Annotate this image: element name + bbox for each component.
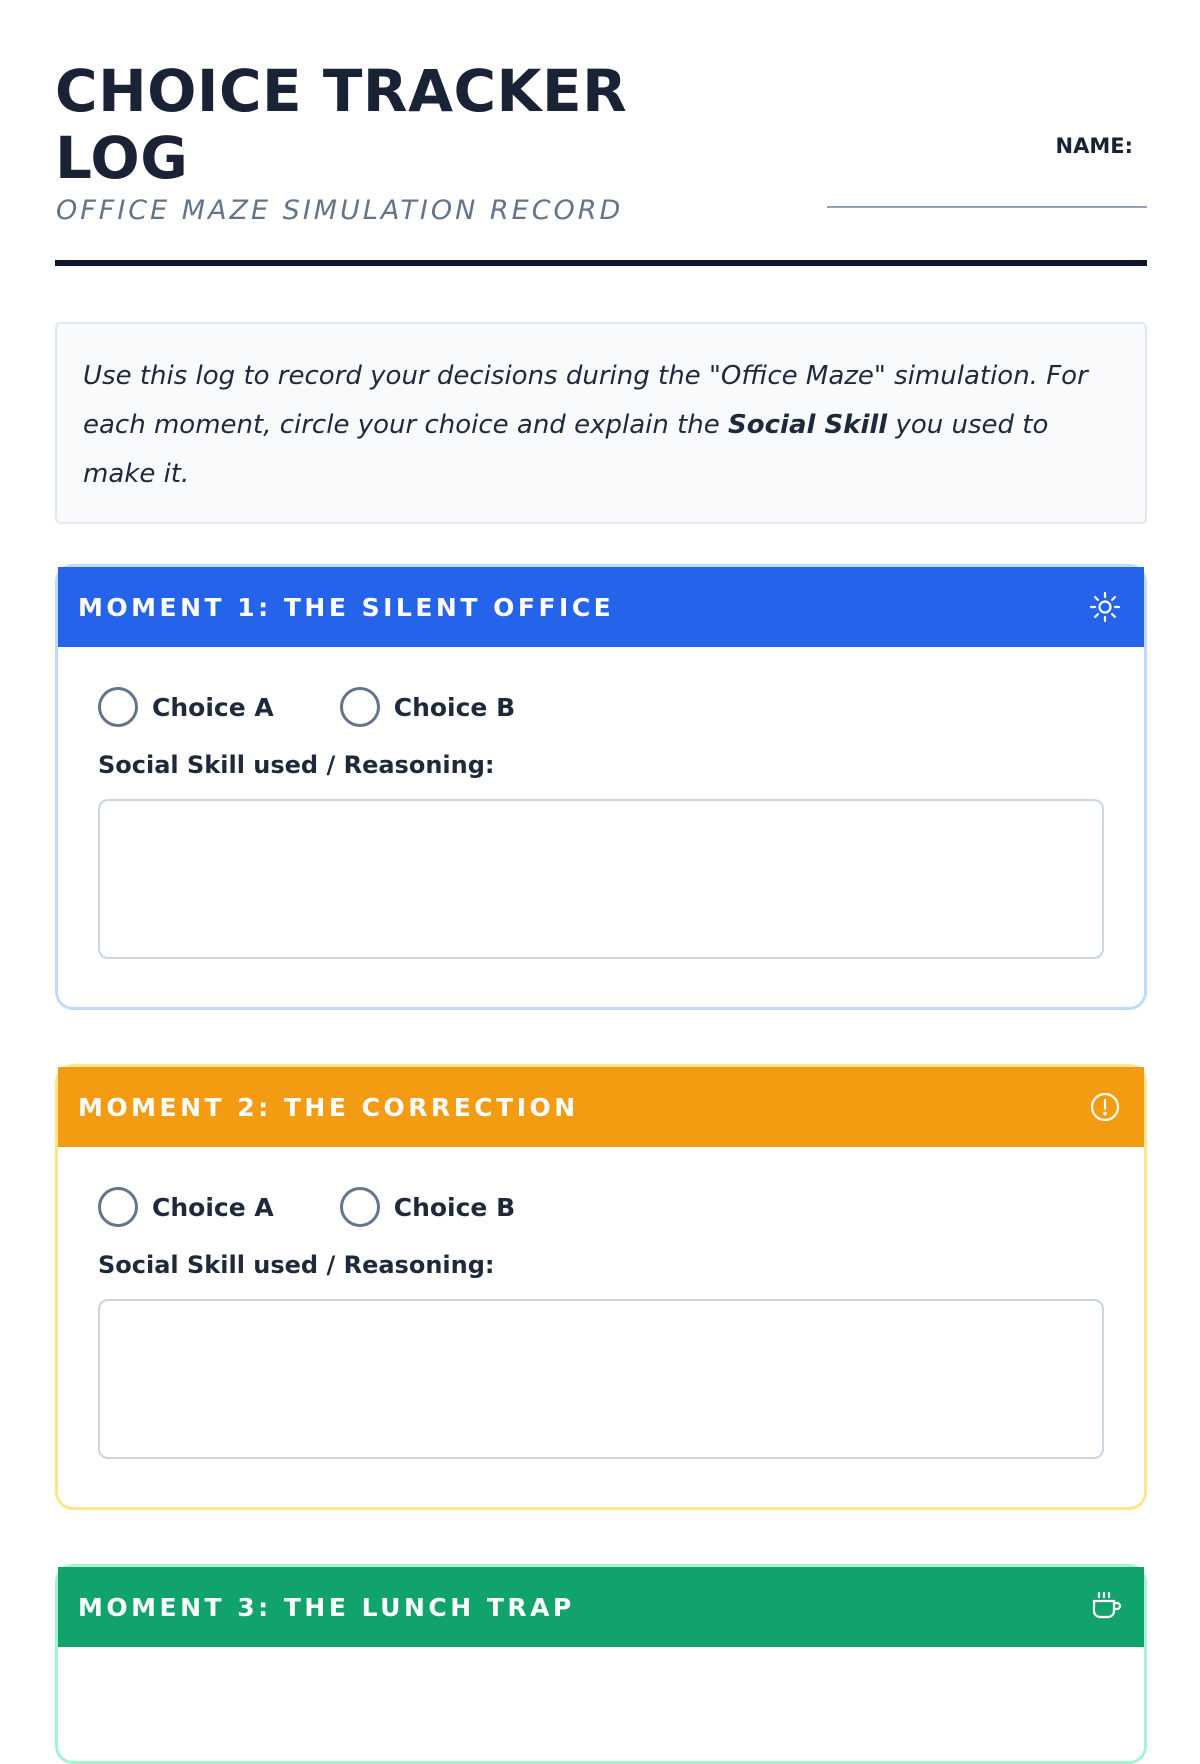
choice-a-radio[interactable] — [98, 687, 138, 727]
header-divider — [55, 260, 1147, 266]
cup-icon — [1088, 1590, 1122, 1624]
choice-b-radio[interactable] — [340, 687, 380, 727]
choice-a-label: Choice A — [152, 1192, 274, 1222]
moment-title: MOMENT 2: THE CORRECTION — [78, 1092, 579, 1122]
page-title: CHOICE TRACKER LOG — [55, 57, 628, 192]
choice-a-label: Choice A — [152, 692, 274, 722]
moment-card-3 — [55, 1564, 1147, 1764]
moment-card-2 — [55, 1064, 1147, 1510]
instructions-box — [55, 322, 1147, 524]
instructions-text — [83, 352, 1119, 499]
choice-b-option[interactable] — [340, 687, 515, 727]
choice-b-option[interactable] — [340, 1187, 515, 1227]
reasoning-label: Social Skill used / Reasoning: — [98, 1251, 495, 1279]
reasoning-input[interactable] — [98, 1299, 1104, 1459]
page-header — [55, 58, 1147, 268]
choice-a-option[interactable] — [98, 1187, 274, 1227]
choice-b-label: Choice B — [393, 692, 516, 722]
page-subtitle: OFFICE MAZE SIMULATION RECORD — [56, 195, 624, 226]
instructions-text-start: Use this log to record your decisions during the "Office Maze" simulation. For each moment, circle your choice and explain the — [83, 361, 1088, 440]
instructions-text-end: you used to make it. — [83, 410, 1049, 489]
reasoning-label: Social Skill used / Reasoning: — [98, 751, 495, 779]
choice-group — [98, 1185, 1104, 1229]
sun-icon — [1088, 590, 1122, 624]
instructions-emphasis: Social Skill — [728, 410, 888, 440]
choice-a-option[interactable] — [98, 687, 274, 727]
moment-body — [58, 1147, 1144, 1507]
choice-b-radio[interactable] — [340, 1187, 380, 1227]
reasoning-input[interactable] — [98, 799, 1104, 959]
moment-header — [58, 1567, 1144, 1647]
choice-a-radio[interactable] — [98, 1187, 138, 1227]
name-field-line[interactable] — [827, 206, 1147, 208]
moment-title: MOMENT 3: THE LUNCH TRAP — [78, 1592, 575, 1622]
moment-header — [58, 567, 1144, 647]
name-label: NAME: — [1055, 134, 1133, 158]
moment-header — [58, 1067, 1144, 1147]
moment-body — [58, 647, 1144, 1007]
moment-card-1 — [55, 564, 1147, 1010]
choice-b-label: Choice B — [393, 1192, 516, 1222]
choice-group — [98, 685, 1104, 729]
alert-circle-icon — [1088, 1090, 1122, 1124]
moment-title: MOMENT 1: THE SILENT OFFICE — [78, 592, 615, 622]
